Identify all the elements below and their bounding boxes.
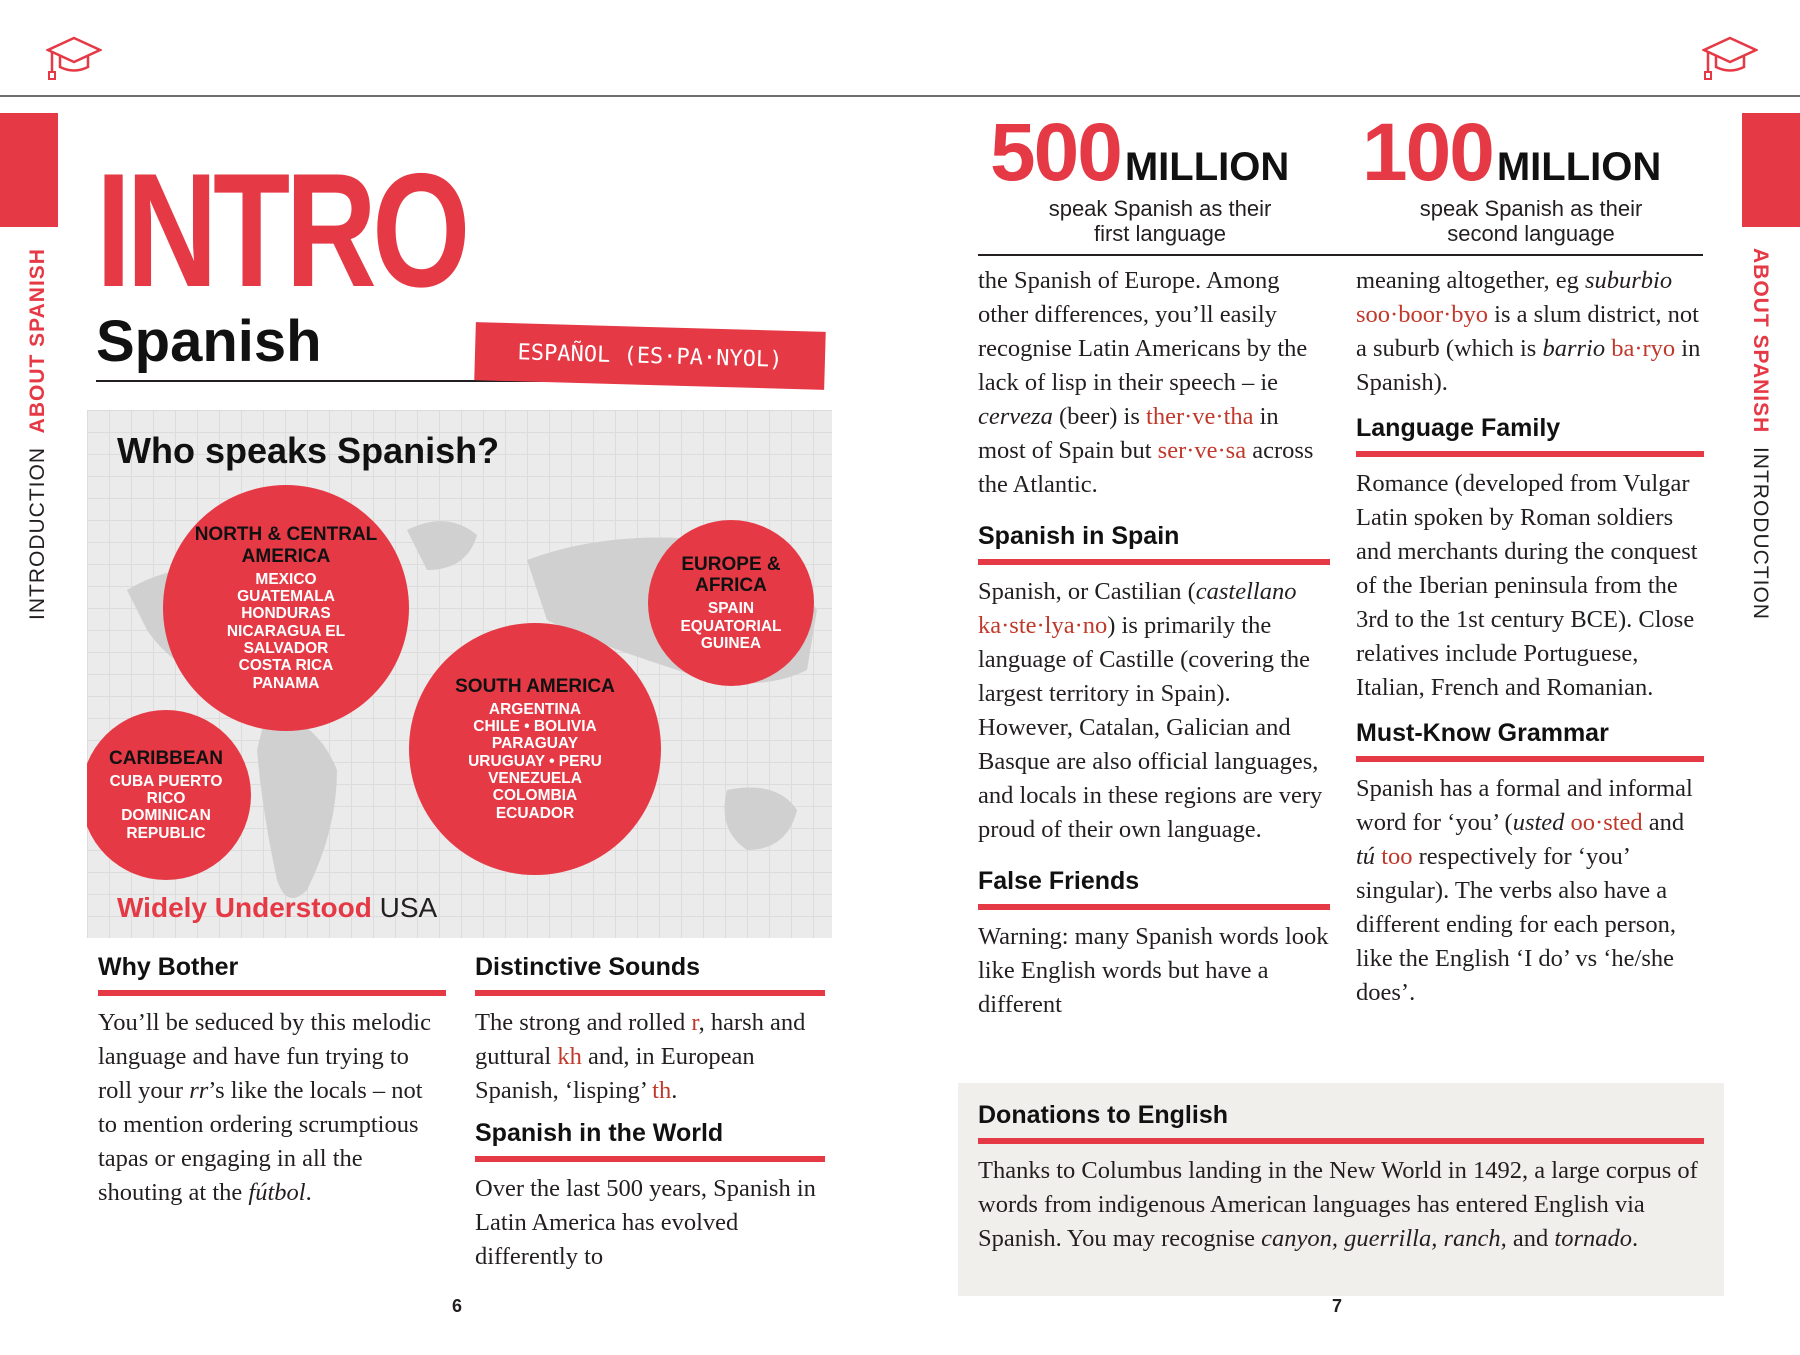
spanish-in-the-world-section (475, 1119, 825, 1274)
right-side-label: ABOUT SPANISH INTRODUCTION (1749, 248, 1772, 620)
map-heading: Who speaks Spanish? (117, 430, 500, 471)
section-heading: Language Family (1356, 414, 1704, 457)
section-heading: Donations to English (978, 1101, 1704, 1144)
section-heading: Spanish in the World (475, 1119, 825, 1162)
stat-first-language (990, 107, 1350, 246)
section-heading: Spanish in Spain (978, 522, 1330, 565)
region-south-america (409, 623, 661, 875)
who-speaks-map (87, 410, 832, 938)
language-title: Spanish (96, 309, 322, 374)
stat-caption: speak Spanish as their second language (1419, 196, 1643, 246)
distinctive-sounds-section (475, 953, 825, 1108)
region-north-central-america (163, 485, 409, 731)
right-column-2 (1356, 264, 1704, 1010)
col1-intro-text: the Spanish of Europe. Among other differences, you’ll easily recognise Latin Americans by the lack of lisp in their speech – ie cerveza (beer) is ther·ve·tha in most of Spain but ser·ve·sa across the Atlantic. (978, 267, 1314, 498)
stats-rule (978, 254, 1703, 256)
section-heading: Must-Know Grammar (1356, 719, 1704, 762)
page-number: 6 (452, 1296, 463, 1316)
left-side-tab (0, 113, 58, 227)
widely-understood-label: Widely Understood (117, 892, 372, 923)
grammar-text: Spanish has a formal and informal word for ‘you’ (usted oo·sted and tú too respectively for ‘you’ singular). The verbs also have a different ending for each person, like the English ‘I do’ vs ‘he/she does’. (1356, 775, 1693, 1006)
stat-caption: speak Spanish as their first language (1048, 196, 1272, 246)
region-europe-africa (648, 520, 814, 686)
graduation-cap-icon (1702, 34, 1758, 84)
region-caribbean (87, 710, 251, 880)
section-body: Over the last 500 years, Spanish in Latin America has evolved differently to (475, 1175, 816, 1270)
donations-box (958, 1083, 1724, 1296)
native-name-badge: ESPAÑOL (ES·PA·NYOL) (474, 322, 825, 390)
page-number: 7 (1332, 1296, 1343, 1316)
section-heading: False Friends (978, 867, 1330, 910)
section-heading: Why Bother (98, 953, 446, 996)
right-column-1 (978, 264, 1330, 1022)
stat-second-language (1362, 107, 1722, 246)
region-countries: CUBA PUERTO RICO DOMINICAN REPUBLIC (109, 772, 223, 842)
region-name: EUROPE & AFRICA (681, 553, 781, 597)
page-title: INTRO (96, 140, 466, 321)
why-bother-section (98, 953, 446, 1210)
stat-unit: MILLION (1124, 145, 1290, 189)
region-name: SOUTH AMERICA (455, 675, 615, 697)
right-side-tab (1742, 113, 1800, 227)
widely-understood (117, 892, 437, 924)
graduation-cap-icon (46, 34, 102, 84)
false-friends-text: Warning: many Spanish words look like English words but have a different (978, 923, 1329, 1018)
region-name: NORTH & CENTRAL AMERICA (194, 523, 378, 567)
region-countries: ARGENTINA CHILE • BOLIVIA PARAGUAY URUGUAY • PERU VENEZUELA COLOMBIA ECUADOR (468, 700, 602, 822)
section-body: You’ll be seduced by this melodic language and have fun trying to roll your rr’s like the locals – not to mention ordering scrumptious tapas or engaging in all the shouting at the fútbol. (98, 1009, 431, 1206)
section-heading: Distinctive Sounds (475, 953, 825, 996)
stat-number: 500 (990, 107, 1121, 198)
col2-intro-text: meaning altogether, eg suburbio soo·boor·byo is a slum district, not a suburb (which is barrio ba·ryo in Spanish). (1356, 267, 1701, 396)
stat-number: 100 (1362, 107, 1493, 198)
region-name: CARIBBEAN (109, 747, 223, 769)
top-rule (0, 95, 1800, 97)
spanish-in-spain-text: Spanish, or Castilian (castellano ka·ste·lya·no) is primarily the language of Castille (covering the largest territory in Spain). However, Catalan, Galician and Basque are also official languages, and locals in these regions are very proud of their own language. (978, 578, 1323, 843)
region-countries: MEXICO GUATEMALA HONDURAS NICARAGUA EL SALVADOR COSTA RICA PANAMA (226, 570, 346, 692)
widely-understood-value: USA (379, 892, 438, 923)
region-countries: SPAIN EQUATORIAL GUINEA (680, 600, 782, 653)
left-side-label: INTRODUCTION ABOUT SPANISH (26, 248, 49, 620)
stat-unit: MILLION (1496, 145, 1662, 189)
donations-text: Thanks to Columbus landing in the New World in 1492, a large corpus of words from indigenous American languages has entered English via Spanish. You may recognise canyon, guerrilla, ranch, and tornado. (978, 1157, 1698, 1252)
section-body: The strong and rolled r, harsh and guttural kh and, in European Spanish, ‘lisping’ th. (475, 1009, 806, 1104)
language-family-text: Romance (developed from Vulgar Latin spoken by Roman soldiers and merchants during the conquest of the Iberian peninsula from the 3rd to the 1st century BCE). Close relatives include Portuguese, Italian, French and Romanian. (1356, 470, 1698, 701)
